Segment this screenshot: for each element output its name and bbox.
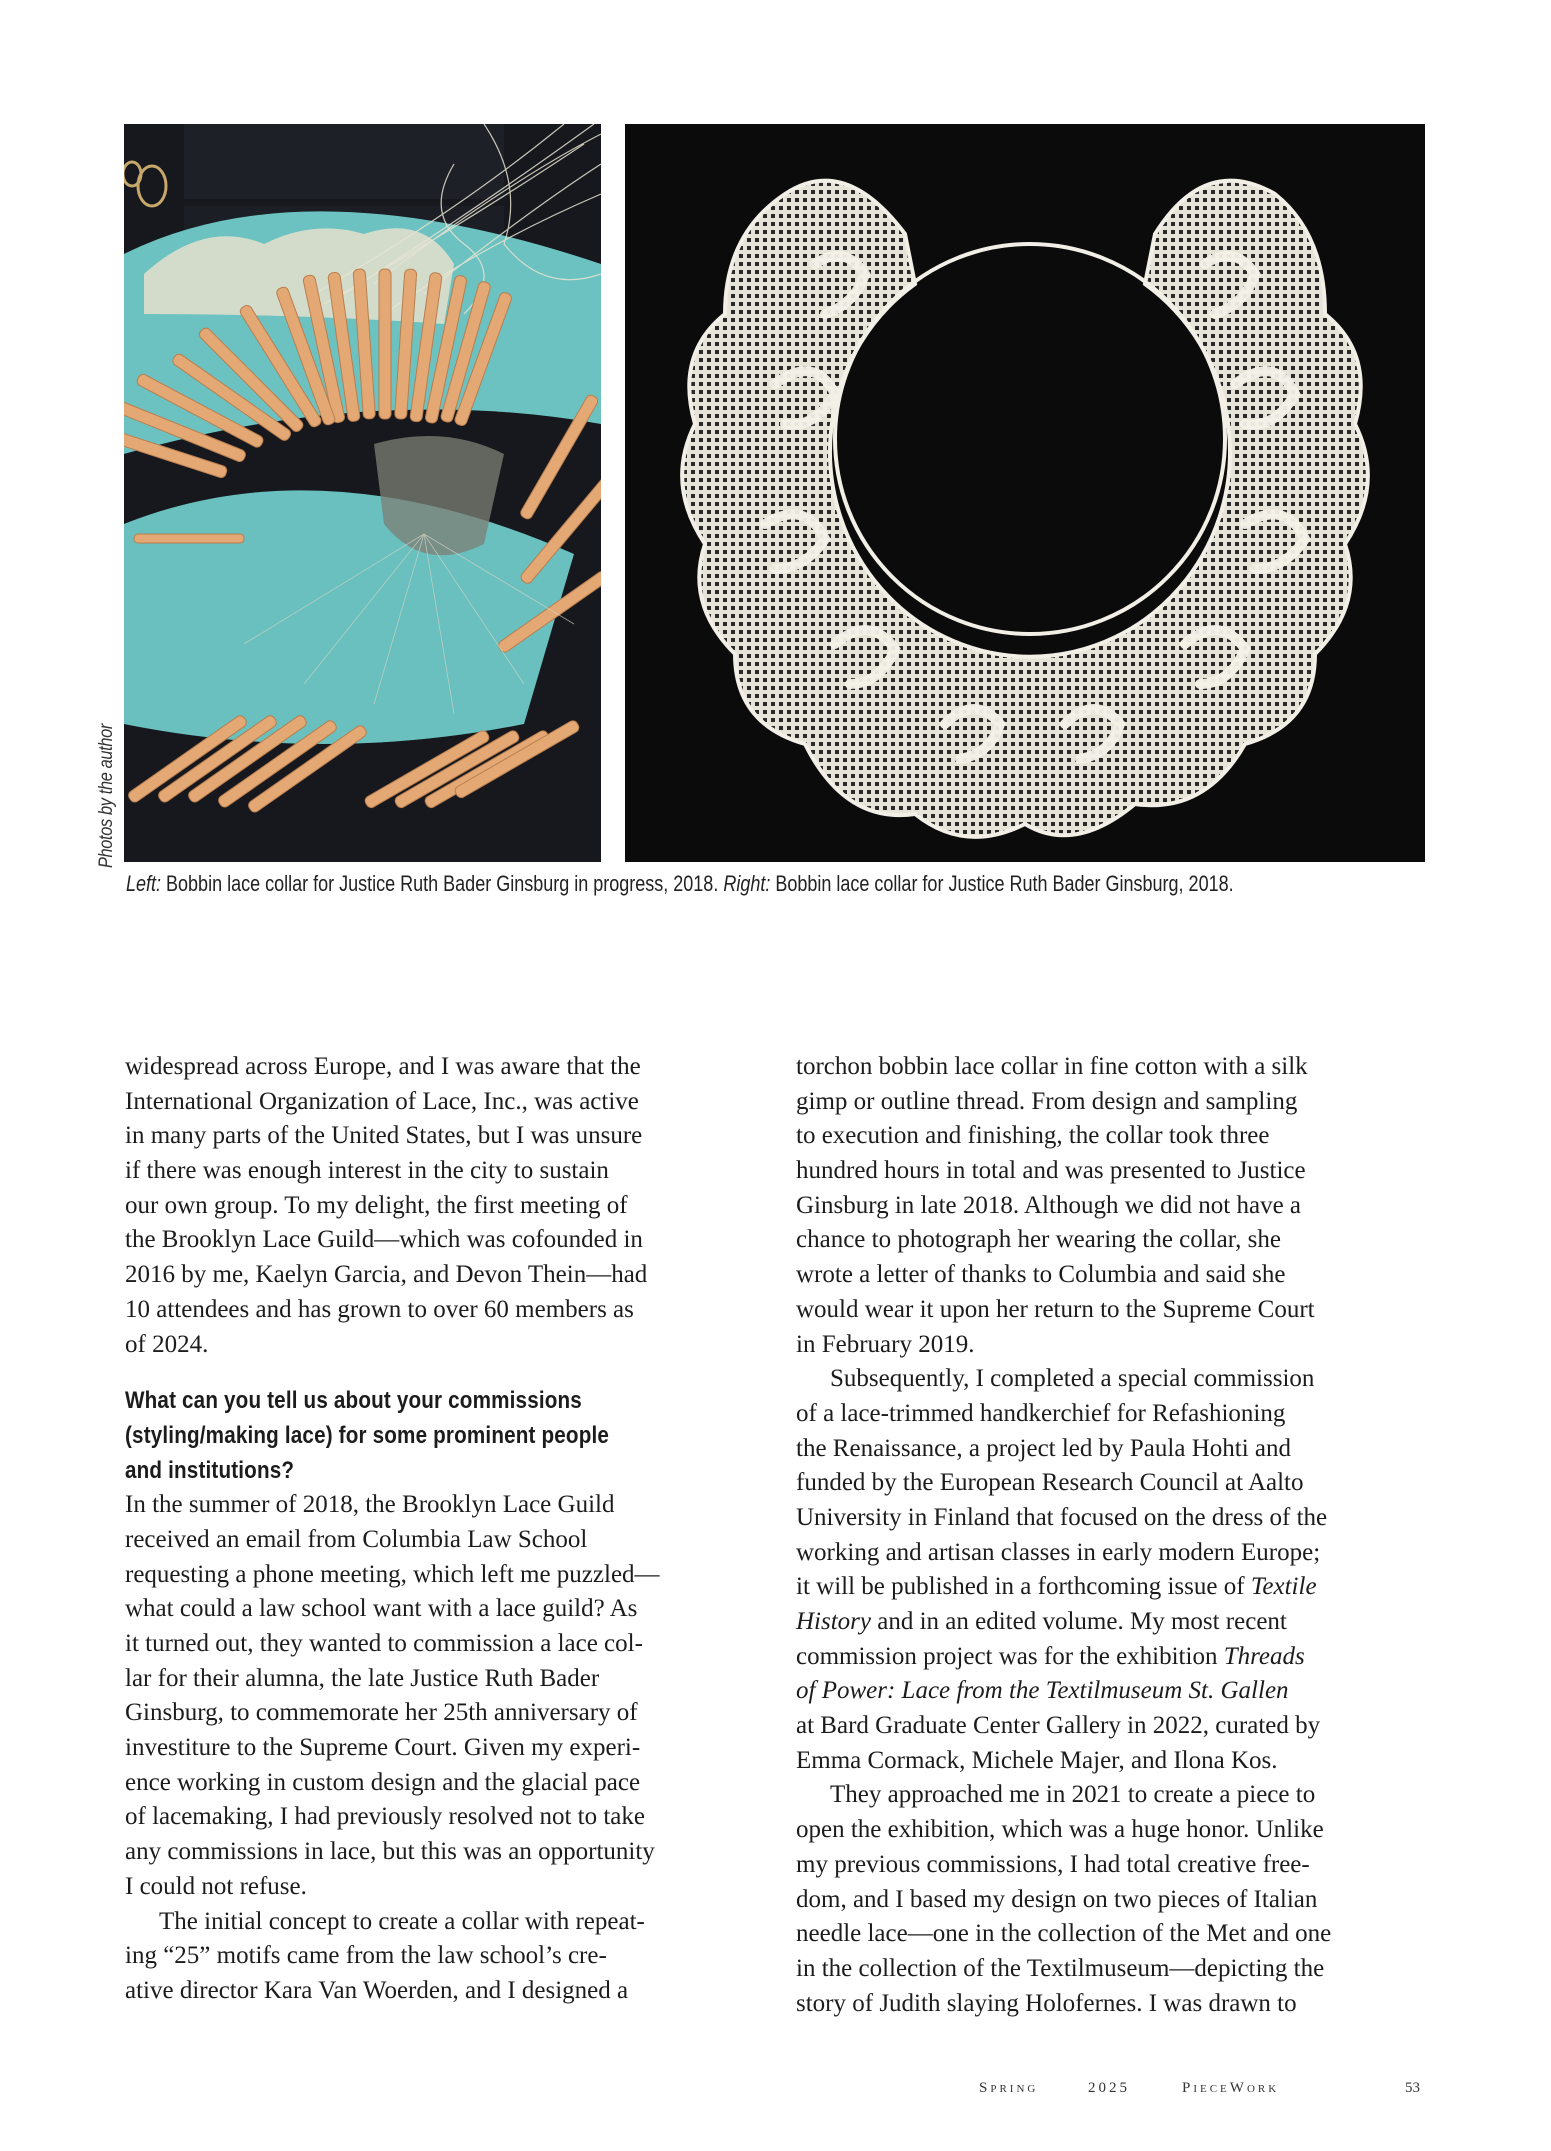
photo-credit: Photos by the author: [96, 724, 117, 868]
text-line: hundred hours in total and was presented to Justice: [796, 1157, 1306, 1185]
text-line: at Bard Graduate Center Gallery in 2022, curated by: [796, 1712, 1321, 1740]
text-line: of a lace-trimmed handkerchief for Refashioning: [796, 1399, 1286, 1427]
text-line: They approached me in 2021 to create a piece to: [830, 1781, 1316, 1809]
text-line: The initial concept to create a collar with repeat-: [159, 1907, 645, 1935]
heading-line: (styling/making lace) for some prominent people: [125, 1421, 610, 1449]
text-line: wrote a letter of thanks to Columbia and said she: [796, 1261, 1286, 1289]
text-line: 10 attendees and has grown to over 60 members as: [125, 1295, 634, 1323]
text-line: to execution and finishing, the collar took three: [796, 1122, 1270, 1150]
journal-title: Textile: [1250, 1573, 1317, 1601]
text-line: of lacemaking, I had previously resolved not to take: [125, 1803, 645, 1831]
paragraph: [125, 1488, 745, 1904]
text-run: commission project was for the exhibition: [796, 1642, 1224, 1670]
text-line: chance to photograph her wearing the collar, she: [796, 1226, 1281, 1254]
text-line: any commissions in lace, but this was an opportunity: [125, 1838, 655, 1866]
paragraph: [796, 1362, 1431, 1778]
text-line: University in Finland that focused on the dress of the: [796, 1503, 1328, 1531]
caption-right-label: Right:: [723, 871, 771, 896]
page-footer: [0, 2080, 1551, 2104]
text-line: [796, 1640, 1431, 1675]
text-run: it will be published in a forthcoming issue of: [796, 1573, 1251, 1601]
bobbin-lace-pillow-illustration: [124, 124, 601, 862]
page-number: 53: [1405, 2080, 1420, 2096]
text-line: In the summer of 2018, the Brooklyn Lace Guild: [125, 1491, 615, 1519]
lace-collar-illustration: [625, 124, 1425, 862]
journal-title: History: [796, 1608, 871, 1635]
text-line: our own group. To my delight, the first meeting of: [125, 1191, 628, 1219]
text-line: [796, 1605, 1431, 1640]
article-column-left: [125, 1050, 745, 2009]
text-line: requesting a phone meeting, which left me puzzled—: [125, 1560, 660, 1588]
text-line: the Brooklyn Lace Guild—which was cofounded in: [125, 1226, 643, 1254]
heading-line: and institutions?: [125, 1456, 295, 1484]
text-line: would wear it upon her return to the Supreme Court: [796, 1295, 1315, 1323]
article-column-right: [796, 1050, 1431, 2021]
text-line: the Renaissance, a project led by Paula Hohti and: [796, 1434, 1291, 1462]
text-line: Ginsburg in late 2018. Although we did not have a: [796, 1191, 1302, 1219]
text-line: lar for their alumna, the late Justice Ruth Bader: [125, 1664, 600, 1692]
text-line: in the collection of the Textilmuseum—depicting the: [796, 1954, 1325, 1982]
text-line: it turned out, they wanted to commission a lace col-: [125, 1630, 643, 1657]
text-line: torchon bobbin lace collar in fine cotton with a silk: [796, 1053, 1308, 1080]
exhibition-title-line: of Power: Lace from the Textilmuseum St. Gallen: [796, 1677, 1289, 1705]
text-run: and in an edited volume. My most recent: [871, 1608, 1287, 1635]
text-line: funded by the European Research Council at Aalto: [796, 1469, 1304, 1497]
footer-year: 2025: [1088, 2080, 1130, 2096]
text-line: International Organization of Lace, Inc., was active: [125, 1087, 639, 1115]
caption-right-text: Bobbin lace collar for Justice Ruth Bader Ginsburg, 2018.: [770, 871, 1234, 896]
text-line: 2016 by me, Kaelyn Garcia, and Devon Thein—had: [125, 1261, 648, 1289]
text-line: ence working in custom design and the glacial pace: [125, 1768, 641, 1796]
caption-left-label: Left:: [126, 871, 162, 896]
text-line: ative director Kara Van Woerden, and I designed a: [125, 1976, 629, 2004]
text-line: [796, 1570, 1431, 1605]
text-line: in many parts of the United States, but I was unsure: [125, 1122, 643, 1150]
figure-caption: [126, 871, 1234, 897]
photo-finished-lace-collar: [625, 124, 1425, 862]
text-line: Emma Cormack, Michele Majer, and Ilona Kos.: [796, 1746, 1278, 1774]
text-line: if there was enough interest in the city to sustain: [125, 1157, 609, 1185]
text-line: widespread across Europe, and I was aware that the: [125, 1053, 641, 1080]
paragraph: [796, 1050, 1431, 1362]
heading-line: What can you tell us about your commissions: [125, 1387, 582, 1415]
text-line: story of Judith slaying Holofernes. I was drawn to: [796, 1989, 1297, 2017]
text-line: Subsequently, I completed a special commission: [830, 1365, 1315, 1393]
text-line: ing “25” motifs came from the law school’s cre-: [125, 1942, 607, 1970]
text-line: working and artisan classes in early modern Europe;: [796, 1538, 1321, 1566]
text-line: what could a law school want with a lace guild? As: [125, 1595, 638, 1623]
text-line: I could not refuse.: [125, 1872, 307, 1900]
text-line: received an email from Columbia Law School: [125, 1525, 588, 1553]
caption-left-text: Bobbin lace collar for Justice Ruth Bader Ginsburg in progress, 2018.: [161, 871, 724, 896]
text-line: gimp or outline thread. From design and sampling: [796, 1087, 1298, 1115]
photo-lace-in-progress: [124, 124, 601, 862]
text-line: Ginsburg, to commemorate her 25th anniversary of: [125, 1699, 638, 1727]
text-line: of 2024.: [125, 1330, 209, 1358]
text-line: in February 2019.: [796, 1330, 975, 1358]
paragraph: [796, 1778, 1431, 2021]
question-heading: [125, 1384, 745, 1488]
footer-season: Spring: [979, 2080, 1039, 2096]
text-line: dom, and I based my design on two pieces of Italian: [796, 1885, 1318, 1913]
section-gap: [125, 1362, 745, 1384]
text-line: investiture to the Supreme Court. Given my experi-: [125, 1734, 641, 1762]
paragraph: [125, 1905, 745, 2009]
footer-magazine-name: PieceWork: [1182, 2080, 1280, 2096]
text-line: my previous commissions, I had total creative free-: [796, 1850, 1310, 1878]
text-line: needle lace—one in the collection of the Met and one: [796, 1920, 1332, 1948]
text-line: open the exhibition, which was a huge honor. Unlike: [796, 1816, 1324, 1844]
exhibition-title: Threads: [1223, 1642, 1305, 1670]
paragraph: [125, 1050, 745, 1362]
